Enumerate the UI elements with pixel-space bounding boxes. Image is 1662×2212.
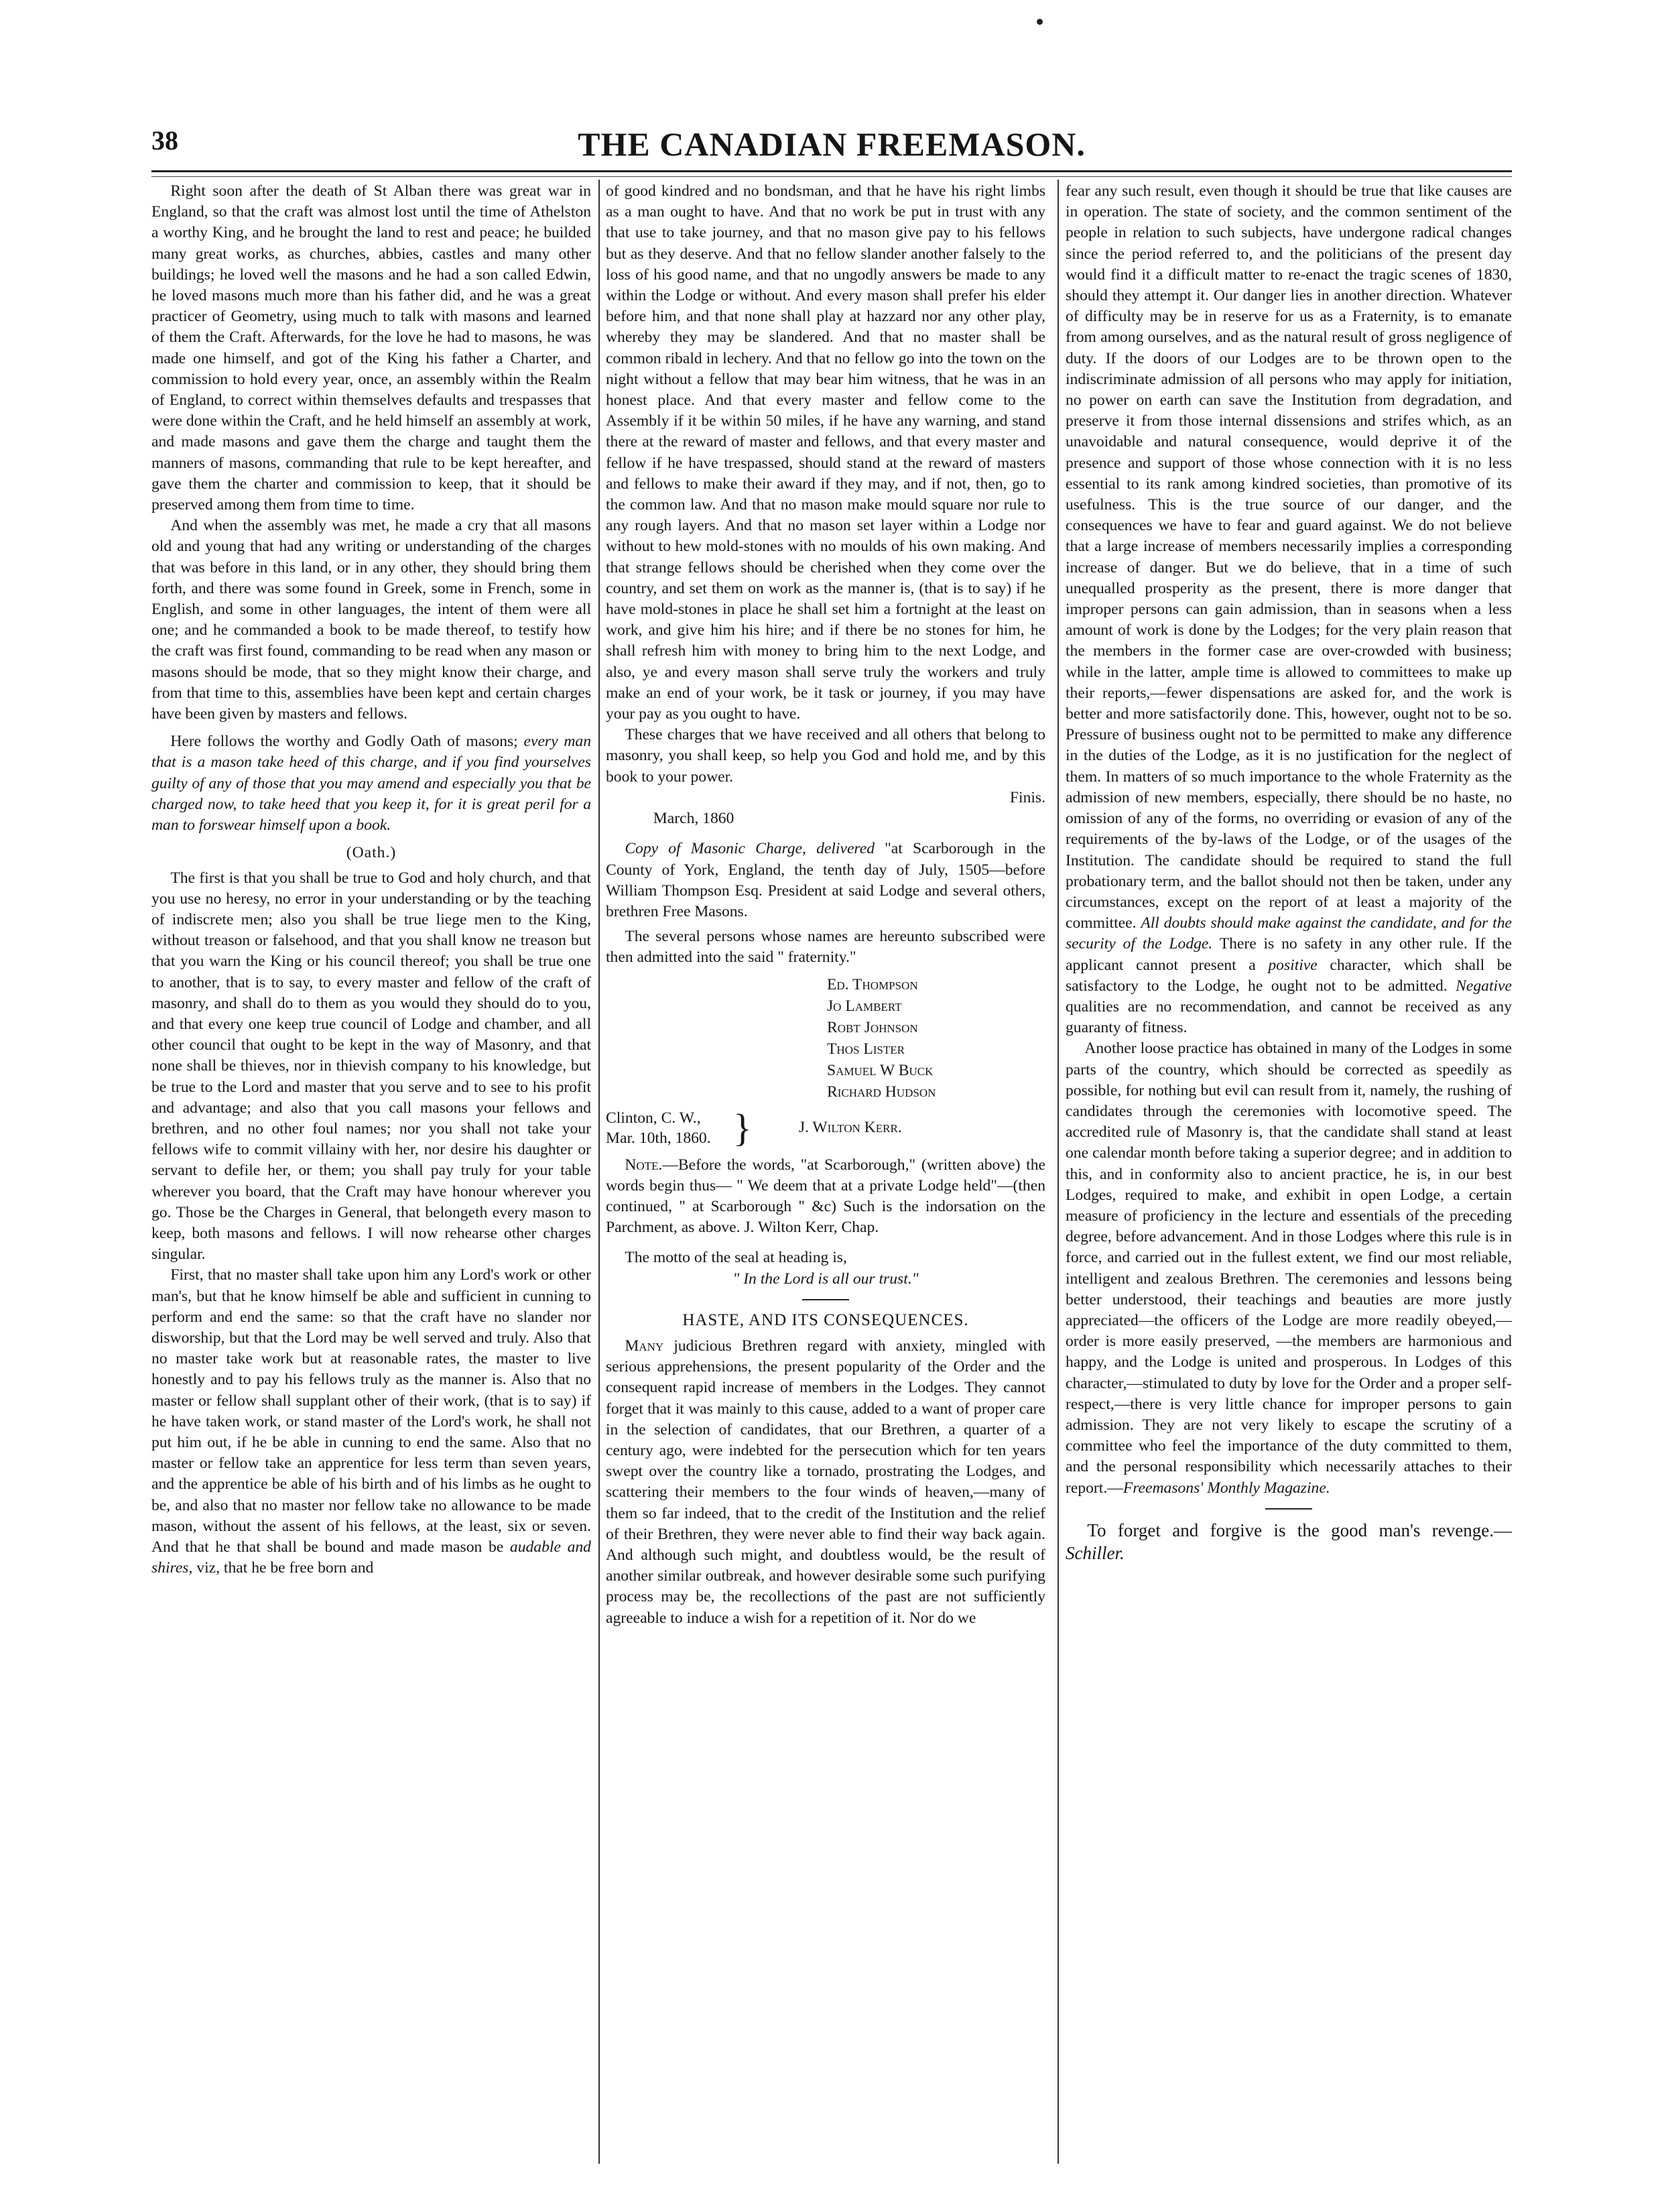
quote-author: Schiller. bbox=[1066, 1542, 1125, 1563]
text: character, which shall be satisfactory to the Lodge, he ought not to be admitted. bbox=[1066, 956, 1512, 995]
text: Here follows the worthy and Godly Oath of masons; bbox=[170, 733, 524, 751]
text: There is no safety in any other rule. If the applicant cannot present a bbox=[1066, 935, 1512, 974]
paragraph: The several persons whose names are hereunto subscribed were then admitted into the said " fraternity." bbox=[606, 928, 1045, 967]
paragraph: And when the assembly was met, he made a cry that all masons old and young that had any writing or understanding of the charges that was before in this land, or in any other, they should bring them forth, and there was some found in Greek, some in French, some in English, and some in other languages, the intent of them were all one; and he commanded a book to be made thereof, to testify how the craft was first found, commanding to be read when any mason or masons should be mode, that so they might know their charge, and from that time to this, assemblies have been kept and certain charges have been given by masters and fellows. bbox=[151, 517, 591, 723]
ink-speck bbox=[1037, 19, 1043, 25]
finis-mark: Finis. bbox=[1009, 788, 1045, 806]
note-paragraph bbox=[606, 1155, 1045, 1239]
column-3 bbox=[1066, 181, 1512, 2172]
text: "at Scarborough in the County of York, England, the tenth day of July, 1505—before William Thompson Esq. President at said Lodge and several others, brethren Free Masons. bbox=[606, 840, 1045, 920]
signer-name: Thos Lister bbox=[827, 1040, 905, 1058]
page-number: 38 bbox=[151, 125, 178, 156]
date-line: March, 1860 bbox=[653, 810, 734, 828]
note-label: Note. bbox=[625, 1156, 663, 1174]
signer-name: Richard Hudson bbox=[827, 1083, 936, 1101]
italic-text: audable and shires, bbox=[151, 1538, 591, 1577]
text: Another loose practice has obtained in many of the Lodges in some parts of the country, which should be corrected as speedily as possible, for nothing but evil can result from it, namely, the rushing of candidates through the ceremonies with locomotive speed. The accredited rule of Masonry is, that the candidate shall stand at least one calendar month before taking a superior degree; and in addition to this, and in conformity also to ancient practice, he is, in our best Lodges, required to make, and exhibit in open Lodge, a certain measure of proficiency in the lecture and essentials of the preceding degree, before advancement. And in those Lodges where this rule is in force, and carried out in the fullest extent, we find our most reliable, intelligent and zealous Brethren. The ceremonies and lessons being better understood, their teachings and beauties are more justly appreciated—the officers of the Lodge are more readily obeyed,—order is more easily preserved, —the members are harmonious and happy, and the Lodge is united and prosperous. In Lodges of this character,—stimulated to duty by love for the Order and a proper self-respect,—there is very little chance for improper persons to gain admission. They are not very likely to escape the scrutiny of a committee who feel the importance of the duty committed to them, and the personal responsibility which necessarily attaches to their report.— bbox=[1066, 1040, 1512, 1497]
paragraph bbox=[1066, 1038, 1512, 1498]
oath-heading: (Oath.) bbox=[346, 844, 397, 862]
italic-text: every man that is a mason take heed of this charge, and if you find yourselves guilty of any of those that you may amend and especially you that be charged now, to take heed that you keep it, for it is great peril for a man to forswear himself upon a book. bbox=[151, 733, 591, 835]
page-header bbox=[151, 125, 1512, 172]
text: To forget and forgive is the good man's revenge.— bbox=[1087, 1520, 1512, 1540]
place-line: Clinton, C. W., bbox=[606, 1109, 701, 1127]
seal-motto: " In the Lord is all our trust." bbox=[732, 1270, 919, 1288]
signature-name: J. Wilton Kerr. bbox=[798, 1118, 902, 1136]
header-rule bbox=[151, 170, 1512, 177]
lead-word: Many bbox=[625, 1337, 664, 1355]
text: qualities are no recommendation, and cannot be received as any guaranty of fitness. bbox=[1066, 997, 1512, 1037]
brace: } bbox=[733, 1105, 752, 1150]
paragraph bbox=[151, 1265, 591, 1579]
signer-name: Samuel W Buck bbox=[827, 1061, 934, 1079]
journal-title: THE CANADIAN FREEMASON. bbox=[578, 125, 1086, 163]
signer-name: Ed. Thompson bbox=[827, 975, 918, 993]
text: fear any such result, even though it should be true that like causes are in operation. The state of society, and the common sentiment of the people in relation to such subjects, have undergone radical changes since the period referred to, and the politicians of the present day would find it a difficult matter to re-enact the tragic scenes of 1830, should they attempt it. Our danger lies in another direction. Whatever of difficulty may be in reserve for us as a Fraternity, is to emanate from among ourselves, and as the natural result of gross negligence of duty. If the doors of our Lodges are to be thrown open to the indiscriminate admission of all persons who may apply for initiation, no power on earth can save the Institution from degradation, and preserve it from those internal dissensions and strifes which, as an unavoidable and natural consequence, would deprive it of the presence and support of those whose connection with it is no less essential to its rank among kindred societies, than promotive of its usefulness. This is the true source of our danger, and the consequences we have to fear and guard against. We do not believe that a large increase of members necessarily implies a corresponding increase of danger. But we do believe, that in a time of such unequalled prosperity as the present, there is more danger that improper persons can gain admission, than in seasons when a less amount of work is done by the Lodges; for the very plain reason that the members in the former case are over-crowded with business; while in the latter, ample time is allowed to committees to make up their reports,—fewer dispensations are asked for, and the work is better and more satisfactorily done. This, however, ought not to be so. Pressure of business ought not to be permitted to make any difference in the duties of the Lodge, as it is no justification for the neglect of them. In matters of so much importance to the whole Fraternity as the admission of new members, especially, there should be no haste, no omission of any of the forms, no overriding or evasion of any of the requirements of the by-laws of the Lodge, or of the usages of the Institution. The candidate should be required to stand the full probationary term, and the ballot should not then be taken, under any circumstances, except on the report of at least a majority of the committee. bbox=[1066, 182, 1512, 932]
signature-block bbox=[606, 1105, 1045, 1150]
paragraph: These charges that we have received and all others that belong to masonry, you shall keep, so help you God and hold me, and by this book to your power. bbox=[606, 726, 1045, 786]
paragraph: of good kindred and no bondsman, and that he have his right limbs as a man ought to have. And that no work be put in trust with any that use to take journey, and that no mason give pay to his fellows but as they deserve. And that no fellow slander another falsely to the loss of his good name, and that no ungodly answers be made to any within the Lodge or without. And every mason shall prefer his elder before him, and that none shall play at hazzard nor any other play, whereby they may be slandered. And that no master shall be common ribald in lechery. And that no fellow go into the town on the night without a fellow that may bear him witness, that he was in an honest place. And that every master and fellow come to the Assembly if it be within 50 miles, if he have any warning, and stand there at the reward of master and fellows, and that every master and fellow if he have trespassed, should stand at the reward of masters and fellows to make their award if they may, and if not, then, go to the common law. And that no mason make mould square nor rule to any rough layers. And that no mason set layer within a Lodge nor without to hew mold-stones with no moulds of his own making. And that strange fellows should be cherished when they come over the country, and set them on work as the manner is, (that is to say) if he have mold-stones in place he shall set him a fortnight at the least on work, and give him his hire; and if there be no stones for him, he shall refresh him with money to bring him to the next Lodge, and also, ye and every mason shall serve truly the workers and truly make an end of your work, be it task or journey, if you may have your pay as you ought to have. bbox=[606, 182, 1045, 723]
signer-list bbox=[827, 974, 1045, 1103]
source-citation: Freemasons' Monthly Magazine. bbox=[1123, 1479, 1330, 1497]
text: judicious Brethren regard with anxiety, mingled with serious apprehensions, the present popularity of the Order and the consequent rapid increase of members in the Lodges. They cannot forget that it was mainly to this cause, added to a want of proper care in the selection of candidates, that our Brethren, a quarter of a century ago, were indebted for the persecution which for ten years swept over the country like a tornado, prostrating the Lodges, and scattering their members to the four winds of heaven,—many of them so far indeed, that to the credit of the Institution and the relief of their Brethren, they were never able to find their way back again. And although such might, and doubtless would, be the result of another similar outbreak, and however desirable some such purifying process may be, the recollections of the past are not sufficiently agreeable to induce a wish for a repetition of it. Nor do we bbox=[606, 1337, 1045, 1627]
paragraph: Right soon after the death of St Alban there was great war in England, so that the craft was almost lost until the time of Athelston a worthy King, and he brought the land to rest and peace; he builded many great works, as churches, abbies, castles and many other buildings; he loved well the masons and he had a son called Edwin, he loved masons much more than his father did, and he was a great practicer of Geometry, using much to talk with masons and learned of them the Craft. Afterwards, for the love he had to masons, he was made one himself, and got of the King his father a Charter, and commission to hold every year, once, an assembly within the Realm of England, to correct within themselves defaults and trespasses that were done within the Craft, and he held himself an assembly at work, and made masons and gave them the charge and taught them the manners of masons, commanding that rule to be kept hereafter, and gave them the charter and commission to keep, that it should be preserved among them from time to time. bbox=[151, 182, 591, 514]
italic-text: All doubts should make against the candidate, and for the security of the Lodge. bbox=[1066, 914, 1512, 953]
column-2 bbox=[606, 181, 1045, 2172]
paragraph bbox=[1066, 181, 1512, 1038]
paragraph: The first is that you shall be true to God and holy church, and that you use no heresy, no error in your understanding or by the teaching of indiscrete men; also you shall be true liege men to the King, without treason or falsehood, and that you shall know ne treason but that you warn the King or his council thereof; you shall be true one to another, that is to say, to every master and fellow of the craft of masonry, and shall do to them as you would they should do to you, and that every one keep true council of Lodge and chamber, and all other council that ought to be kept in the way of Masonry, and that none shall be thieves, nor in thievish company to his knowledge, but be true to the Lord and master that you serve and to see to his profit and advantage; and also that you call masons your fellows and brethren, and no other foul names; nor you shall not take your fellows wife to commit villainy with her, nor desire his daughter or servant to defile her, or them; you shall pay truly for your table wherever you board, that the Craft may have honour wherever you go. Those be the Charges in General, that belongeth every mason to keep, both masons and fellows. I will now rehearse other charges singular. bbox=[151, 869, 591, 1264]
text: viz, that he be free born and bbox=[192, 1559, 374, 1577]
date-line: Mar. 10th, 1860. bbox=[606, 1129, 711, 1147]
italic-text: positive bbox=[1268, 956, 1318, 974]
short-rule bbox=[1265, 1508, 1312, 1510]
paragraph bbox=[606, 1336, 1045, 1629]
column-1 bbox=[151, 181, 591, 2172]
signature-place bbox=[606, 1108, 733, 1148]
signer-name: Jo Lambert bbox=[827, 997, 902, 1015]
paragraph: The motto of the seal at heading is, bbox=[625, 1249, 847, 1267]
text: First, that no master shall take upon him any Lord's work or other man's, but that he know himself be able and sufficient in cunning to perform and end the same: so that the craft have no slander nor disworship, but that the Lord may be well served and truly. Also that no master take work but at reasonable rates, the master to live honestly and to pay his fellows truly as the manner is. Also that no master or fellow shall supplant other of their work, (that is to say) if he have taken work, or stand master of the Lord's work, he shall not put him out, if he be able in cunning to end the same. Also that no master or fellow take an apprentice for less term than seven years, and the apprentice be able of his birth and of his limbs as he ought to be, and also that no master nor fellow take no allowance to be made mason, without the assent of his fellows, at the least, six or seven. And that he that shall be bound and made mason be bbox=[151, 1266, 591, 1556]
section-title: HASTE, AND ITS CONSEQUENCES. bbox=[682, 1310, 969, 1329]
paragraph bbox=[151, 731, 591, 836]
column-divider-1 bbox=[598, 180, 600, 2164]
column-divider-2 bbox=[1058, 180, 1059, 2164]
text: —Before the words, "at Scarborough," (written above) the words begin thus— " We deem that at a private Lodge held"—(then continued, " at Scarborough " &c) Such is the indorsation on the Parchment, as above. J. Wilton Kerr, Chap. bbox=[606, 1156, 1045, 1237]
signer-name: Robt Johnson bbox=[827, 1018, 918, 1036]
closing-quote bbox=[1066, 1519, 1512, 1564]
italic-text: Negative bbox=[1456, 977, 1512, 995]
short-rule bbox=[802, 1299, 849, 1300]
italic-text: Copy of Masonic Charge, delivered bbox=[625, 840, 875, 858]
paragraph bbox=[606, 839, 1045, 922]
